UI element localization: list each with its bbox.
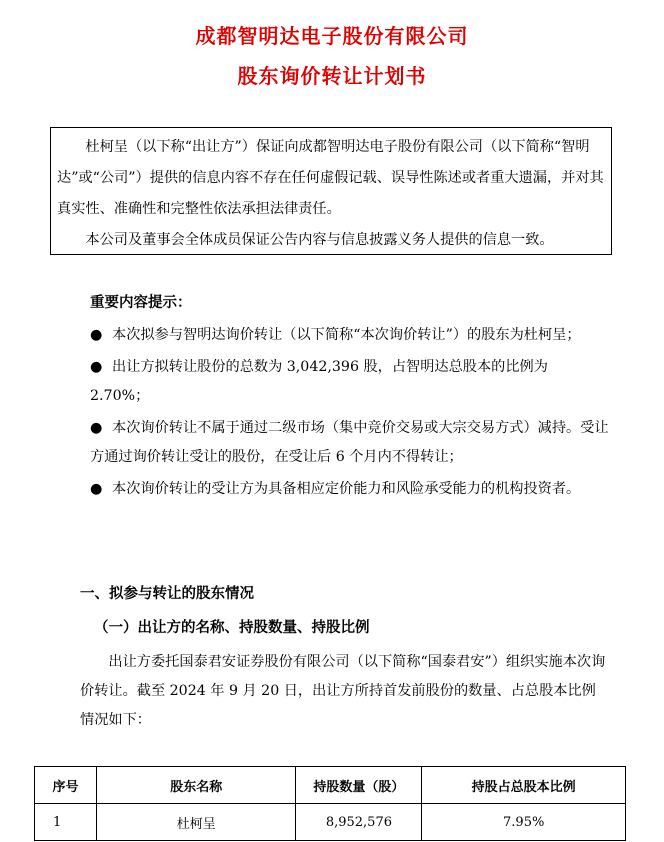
table-header-row bbox=[35, 767, 626, 804]
column-header-shares: 持股数量（股） bbox=[296, 767, 422, 804]
shareholding-table bbox=[34, 766, 626, 841]
company-title: 成都智明达电子股份有限公司 bbox=[195, 24, 469, 48]
bullet-icon: ● bbox=[90, 420, 103, 436]
cell-name: 杜柯呈 bbox=[96, 804, 296, 841]
disclaimer-paragraph-2: 本公司及董事会全体成员保证公告内容与信息披露义务人提供的信息一致。 bbox=[85, 232, 554, 248]
section-subtitle: （一）出让方的名称、持股数量、持股比例 bbox=[94, 620, 370, 636]
column-header-ratio: 持股占总股本比例 bbox=[422, 767, 626, 804]
list-item bbox=[80, 475, 610, 504]
list-item-text: 本次询价转让不属于通过二级市场（集中竞价交易或大宗交易方式）减持。受让方通过询价转让受让的股份，在受让后 6 个月内不得转让； bbox=[90, 420, 609, 465]
cell-ratio: 7.95% bbox=[422, 804, 626, 841]
bullet-icon: ● bbox=[90, 359, 103, 375]
list-item-text: 本次询价转让的受让方为具备相应定价能力和风险承受能力的机构投资者。 bbox=[112, 481, 581, 497]
section-paragraph: 出让方委托国泰君安证券股份有限公司（以下简称“国泰君安”）组织实施本次询价转让。截至 2024 年 9 月 20 日，出让方所持首发前股份的数量、占总股本比例情况如下： bbox=[80, 654, 606, 728]
bullet-icon: ● bbox=[90, 327, 103, 343]
list-item-text: 本次拟参与智明达询价转让（以下简称“本次询价转让”）的股东为杜柯呈； bbox=[112, 327, 581, 343]
column-header-name: 股东名称 bbox=[96, 767, 296, 804]
cell-shares: 8,952,576 bbox=[296, 804, 422, 841]
table-row bbox=[35, 804, 626, 841]
list-item bbox=[80, 353, 610, 411]
column-header-index: 序号 bbox=[35, 767, 97, 804]
section-title: 一、拟参与转让的股东情况 bbox=[80, 586, 254, 602]
important-notes-heading: 重要内容提示： bbox=[90, 295, 192, 311]
list-item-text: 出让方拟转让股份的总数为 3,042,396 股，占智明达总股本的比例为 2.70%； bbox=[90, 359, 548, 404]
cell-index: 1 bbox=[35, 804, 97, 841]
disclaimer-paragraph-1: 杜柯呈（以下称“出让方”）保证向成都智明达电子股份有限公司（以下简称“智明达”或“公司”）提供的信息内容不存在任何虚假记载、误导性陈述或者重大遗漏，并对其真实性、准确性和完整性依法承担法律责任。 bbox=[57, 139, 604, 217]
document-title: 股东询价转让计划书 bbox=[237, 64, 427, 88]
list-item bbox=[80, 321, 610, 350]
important-notes bbox=[80, 289, 610, 507]
list-item bbox=[80, 414, 610, 472]
disclaimer-box bbox=[50, 127, 612, 255]
bullet-icon: ● bbox=[90, 481, 103, 497]
section-shareholder-info bbox=[80, 580, 610, 740]
